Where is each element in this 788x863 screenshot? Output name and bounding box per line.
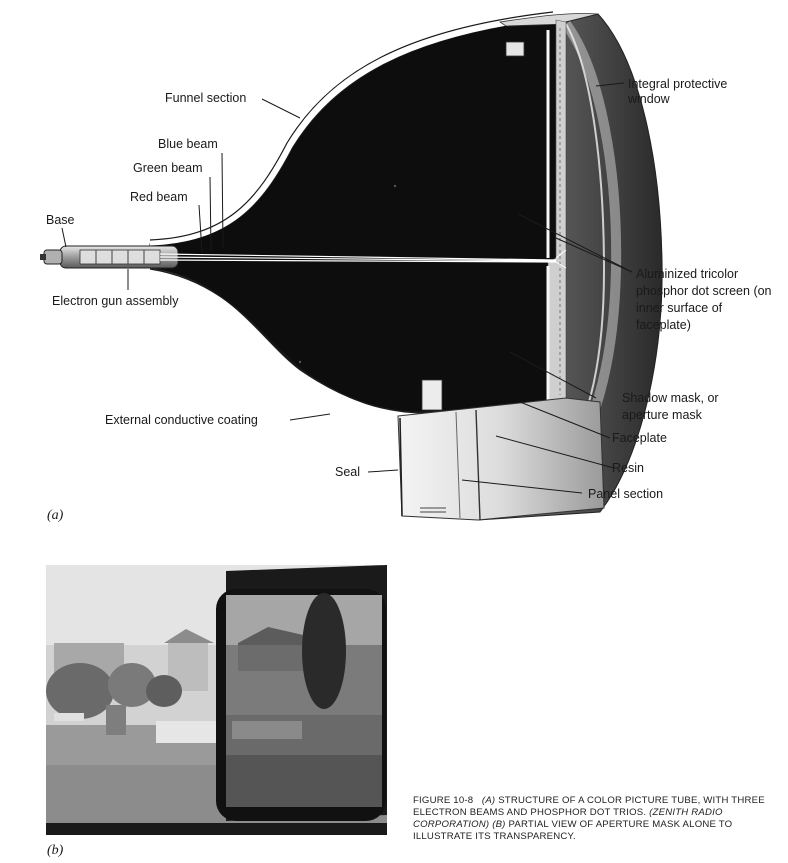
label-electron-gun-assembly: Electron gun assembly: [52, 294, 179, 308]
label-base: Base: [46, 213, 75, 227]
part-label-a: (a): [47, 508, 64, 523]
label-panel-section: Panel section: [588, 487, 664, 501]
label-red-beam: Red beam: [130, 190, 188, 204]
label-blue-beam: Blue beam: [158, 137, 218, 151]
caption-part-a-marker: (A): [481, 795, 496, 806]
label-green-beam: Green beam: [133, 161, 203, 175]
caption-part-b-text: PARTIAL VIEW OF APERTURE MASK ALONE TO ILLUSTRATE ITS TRANSPARENCY.: [413, 819, 733, 842]
part-label-b: (b): [47, 843, 64, 858]
label-faceplate: Faceplate: [612, 431, 667, 445]
figure-b: [46, 565, 387, 835]
aperture-mask-photo: [46, 565, 387, 835]
label-funnel-section: Funnel section: [165, 91, 247, 105]
label-external-conductive-coating: External conductive coating: [105, 413, 258, 427]
base-pins: [44, 250, 62, 264]
label-shadow-mask: Shadow mask, or aperture mask: [622, 391, 719, 422]
figure-caption: [413, 795, 780, 843]
caption-figure-number: FIGURE 10-8: [413, 795, 474, 806]
label-seal: Seal: [335, 465, 361, 479]
caption-credit: (ZENITH RADIO CORPORATION): [413, 807, 723, 830]
label-integral-protective-window: Integral protective window: [628, 77, 728, 106]
caption-part-a-text: STRUCTURE OF A COLOR PICTURE TUBE, WITH THREE ELECTRON BEAMS AND PHOSPHOR DOT TRIOS.: [413, 795, 765, 818]
label-aluminized-screen: Aluminized tricolor phosphor dot screen (on inner surface of faceplate): [636, 267, 772, 332]
caption-part-b-marker: (B): [492, 819, 506, 830]
panel-section: [398, 398, 604, 520]
electron-gun: [80, 250, 160, 264]
label-resin: Resin: [612, 461, 644, 475]
